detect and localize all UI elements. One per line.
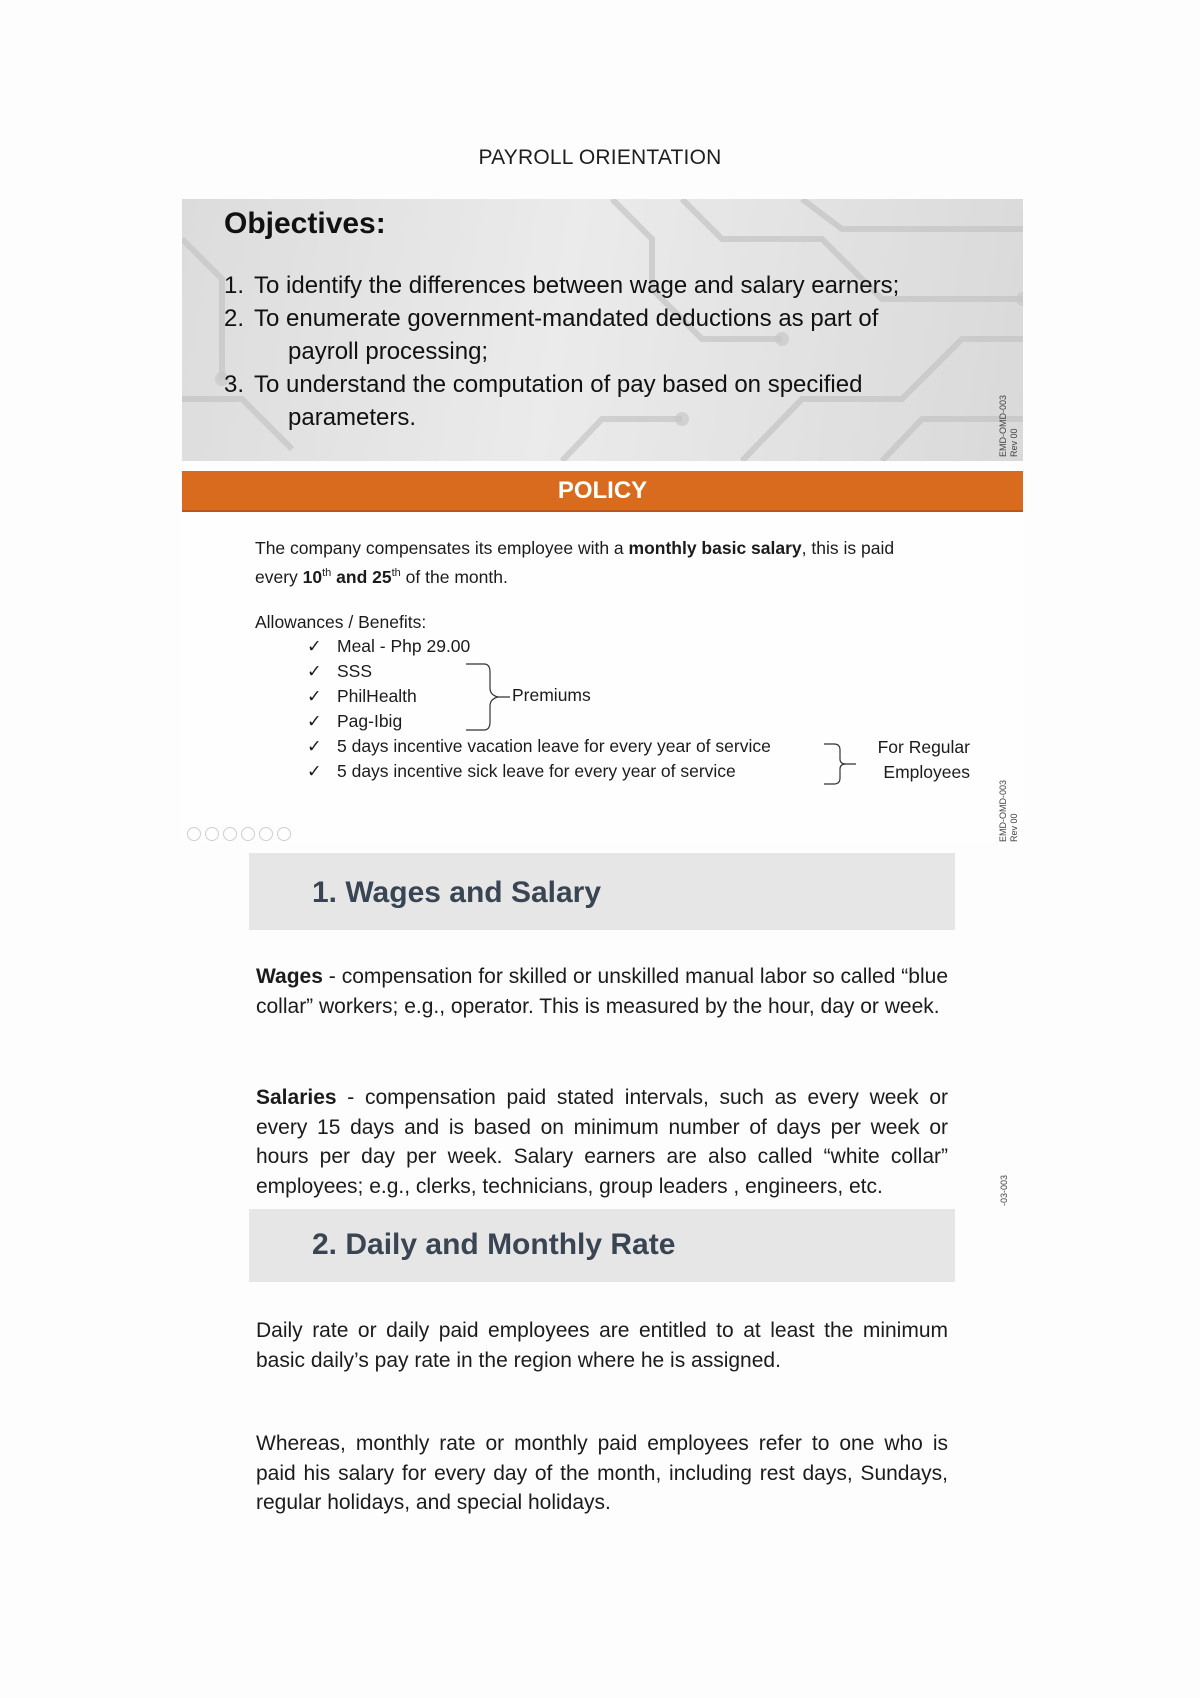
salaries-definition: Salaries - compensation paid stated intervals, such as every week or every 15 days and is based on minimum number of days per week or hours per day per week. Salary earners are also called “white collar” employees; e.g., clerks, technicians, group leaders , engineers, etc. xyxy=(256,1086,948,1198)
check-icon: ✓ xyxy=(307,636,322,656)
document-code: EMD-OMD-003 Rev 00 xyxy=(998,394,1019,457)
list-item: ✓ PhilHealth xyxy=(307,684,771,709)
nav-dot xyxy=(205,827,219,841)
wages-definition: Wages - compensation for skilled or unskilled manual labor so called “blue collar” workers; e.g., operator. This is measured by the hour, day or week. xyxy=(256,965,948,1018)
daily-rate-paragraph: Daily rate or daily paid employees are entitled to at least the minimum basic daily’s pay rate in the region where he is assigned. xyxy=(256,1319,948,1372)
list-item: 3. To understand the computation of pay based on specified parameters. xyxy=(224,371,863,431)
objectives-list xyxy=(224,269,964,434)
list-item: ✓ SSS xyxy=(307,659,771,684)
allowances-heading: Allowances / Benefits: xyxy=(255,612,427,632)
nav-dot xyxy=(241,827,255,841)
list-item: ✓ Pag-Ibig xyxy=(307,709,771,734)
check-icon: ✓ xyxy=(307,661,322,681)
document-code: EMD-OMD-003 Rev 00 xyxy=(998,779,1019,842)
regular-employees-label: For Regular Employees xyxy=(877,737,970,782)
nav-dot xyxy=(223,827,237,841)
slide-nav-controls xyxy=(187,827,291,841)
list-item: ✓ 5 days incentive sick leave for every year of service xyxy=(307,759,771,784)
objectives-heading: Objectives: xyxy=(224,207,386,240)
policy-header: POLICY xyxy=(182,471,1023,512)
check-icon: ✓ xyxy=(307,736,322,756)
list-item: 2. To enumerate government-mandated deductions as part of payroll processing; xyxy=(224,305,879,365)
brace-premiums xyxy=(464,662,514,732)
section-heading-rate: 2. Daily and Monthly Rate xyxy=(249,1209,955,1282)
policy-slide xyxy=(182,512,1023,842)
list-item: 1. To identify the differences between wage and salary earners; xyxy=(224,272,900,299)
section-heading-wages: 1. Wages and Salary xyxy=(249,853,955,930)
allowances-list xyxy=(307,634,771,784)
page-title: PAYROLL ORIENTATION xyxy=(478,146,722,169)
check-icon: ✓ xyxy=(307,686,322,706)
list-item: ✓ 5 days incentive vacation leave for every year of service xyxy=(307,734,771,759)
list-item: ✓ Meal - Php 29.00 xyxy=(307,634,771,659)
nav-dot xyxy=(277,827,291,841)
objectives-slide xyxy=(182,199,1023,461)
premiums-label: Premiums xyxy=(512,685,591,705)
policy-intro: The company compensates its employee with a monthly basic salary, this is paid every 10th and 25th of the month. xyxy=(255,538,895,587)
check-icon: ✓ xyxy=(307,711,322,731)
document-code: -03-003 xyxy=(999,1174,1009,1206)
nav-dot xyxy=(259,827,273,841)
nav-dot xyxy=(187,827,201,841)
monthly-rate-paragraph: Whereas, monthly rate or monthly paid employees refer to one who is paid his salary for every day of the month, including rest days, Sundays, regular holidays, and special holidays. xyxy=(256,1432,948,1514)
check-icon: ✓ xyxy=(307,761,322,781)
